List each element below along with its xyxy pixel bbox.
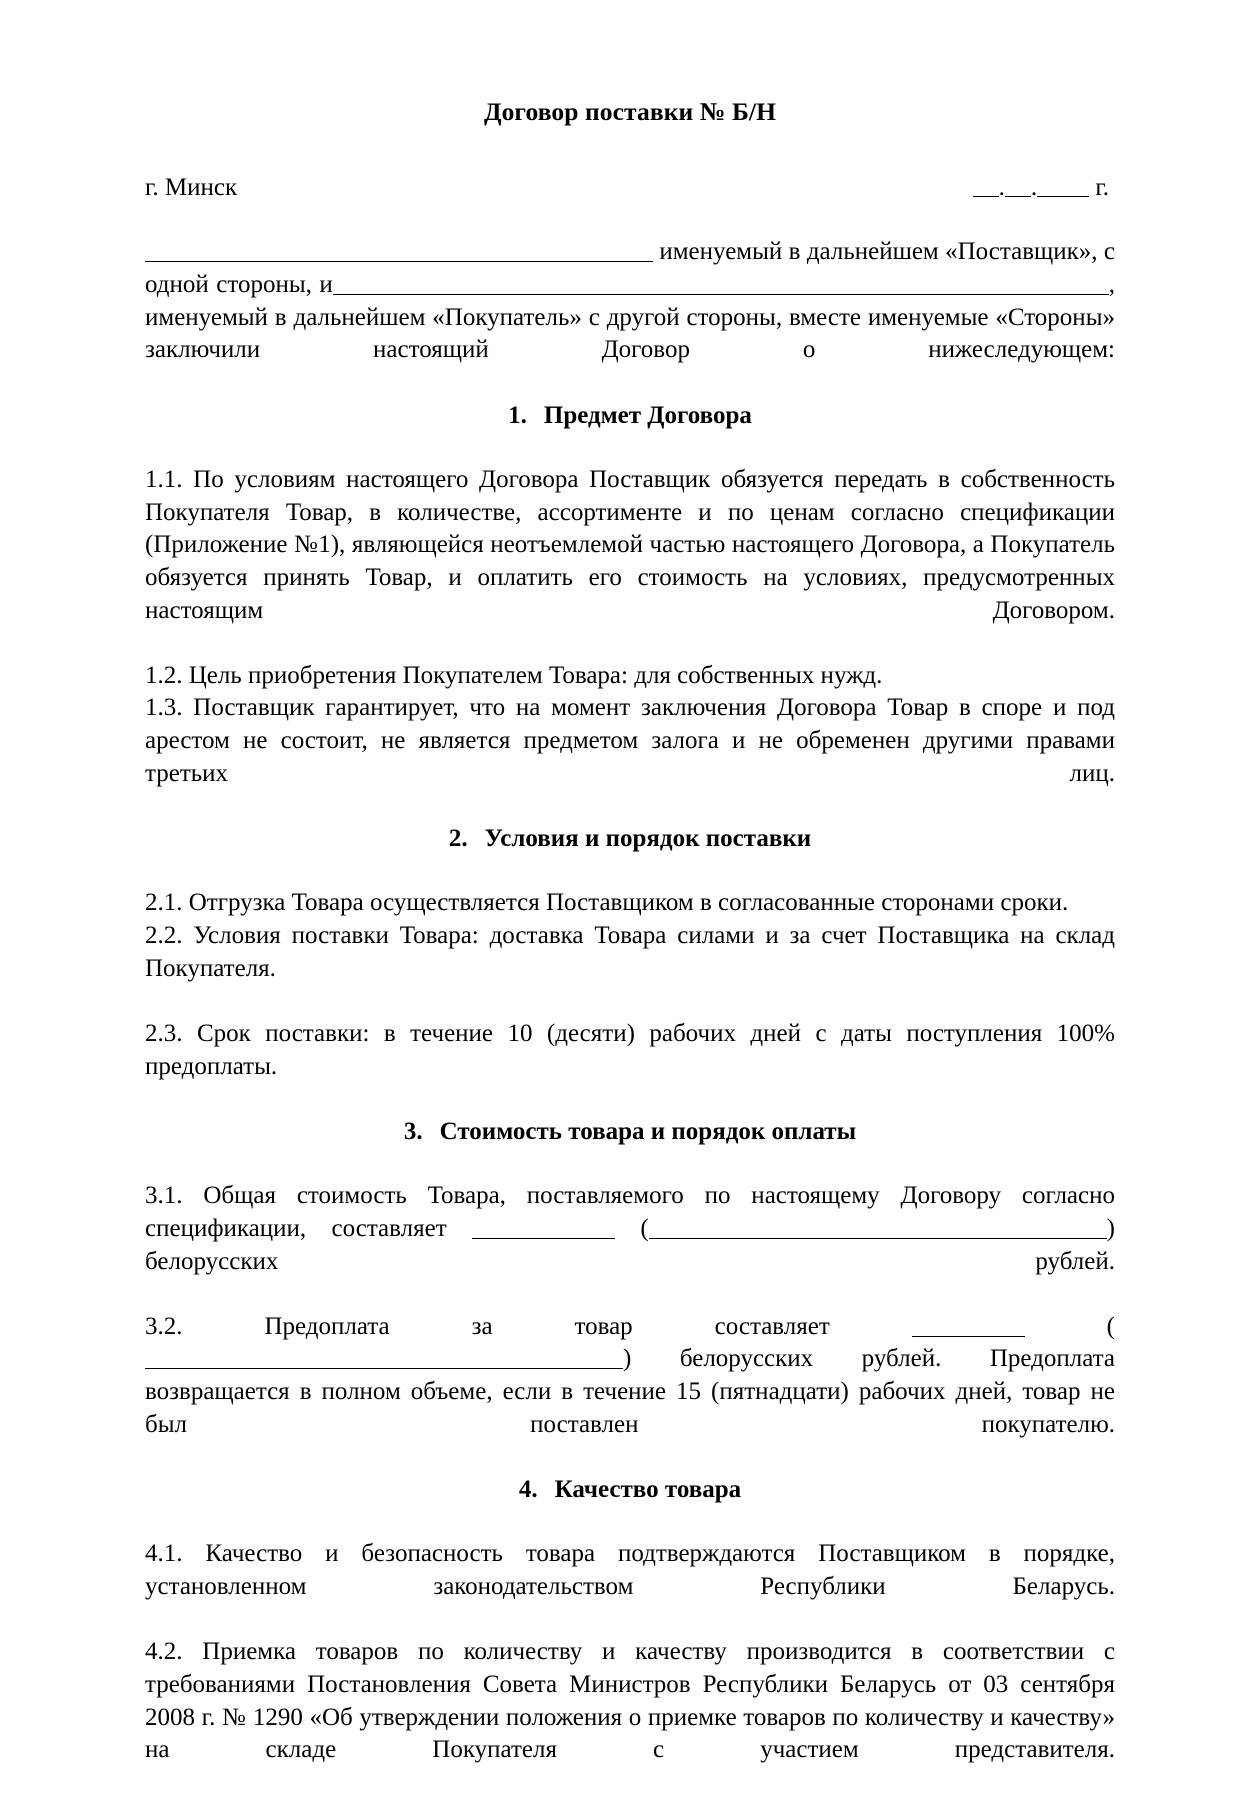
clause-3-1-paren-close: ): [1106, 1214, 1115, 1242]
supplier-name-blank[interactable]: [145, 238, 653, 262]
date-suffix: г.: [1095, 173, 1109, 201]
date-sep-2: .: [1030, 173, 1038, 201]
preamble-line2-suffix: , именуемый в: [145, 271, 1115, 331]
section-title-3: Стоимость товара и порядок оплаты: [439, 1117, 857, 1145]
section-number-1: 1.: [508, 401, 527, 429]
date-sep-1: .: [998, 173, 1005, 201]
clause-4-2: 4.2. Приемка товаров по количеству и качеству производится в соответствии с требованиями Постановления Совета Министров Республики Беларусь от 03 сентября 2008 г. № 1290 «Об утверждении положения о приемке товаров по количеству и качеству» на складе Покупателя с участием представителя.: [145, 1638, 1115, 1764]
section-body-4: [145, 1538, 1115, 1799]
document-meta-row: [145, 172, 1115, 205]
section-heading-2: [145, 823, 1115, 856]
section-heading-4: [145, 1474, 1115, 1507]
section-number-4: 4.: [518, 1475, 538, 1503]
section-body-1: [145, 464, 1115, 823]
clause-3-1-paren-open: (: [614, 1214, 649, 1242]
clause-3-2-text-b: белорусских рублей. Предоплата возвращается в полном объеме, если в течение 15 (пятнадцати) рабочих дней, товар не был поставлен покупателю.: [145, 1345, 1115, 1438]
clause-3-1-text-b: белорусских рублей.: [145, 1247, 1115, 1275]
clause-3-2: [145, 1311, 1115, 1474]
total-amount-digits-blank[interactable]: [472, 1215, 615, 1239]
preamble-line1-text: именуемый в дальнейшем «Поставщик», с: [653, 238, 1115, 266]
preamble-block: [145, 236, 1115, 399]
date-month-blank[interactable]: [1005, 196, 1031, 197]
section-title-1: Предмет Договора: [543, 401, 752, 429]
clause-3-2-paren-open: (: [1024, 1312, 1116, 1340]
clause-3-1-text-a: 3.1. Общая стоимость Товара, поставляемого по настоящему Договору согласно спецификации, составляет: [145, 1182, 1115, 1242]
buyer-name-blank[interactable]: [333, 271, 1109, 295]
section-title-4: Качество товара: [554, 1475, 742, 1503]
total-amount-words-blank[interactable]: [649, 1215, 1107, 1239]
section-body-3: [145, 1180, 1115, 1474]
date-day-blank[interactable]: [973, 196, 999, 197]
section-title-2: Условия и порядок поставки: [484, 824, 812, 852]
clause-2-2: 2.2. Условия поставки Товара: доставка Товара силами и за счет Поставщика на склад Покупателя.: [145, 922, 1115, 982]
clause-4-1: 4.1. Качество и безопасность товара подтверждаются Поставщиком в порядке, установленном законодательством Республики Беларусь.: [145, 1540, 1115, 1600]
prepayment-words-blank[interactable]: [145, 1345, 623, 1369]
page-title: Договор поставки № Б/Н: [483, 97, 777, 126]
preamble-line2-prefix: одной стороны, и: [145, 271, 333, 298]
section-heading-3: [145, 1116, 1115, 1149]
date-year-blank[interactable]: [1037, 196, 1089, 197]
clause-3-2-text-a: 3.2. Предоплата за товар составляет: [145, 1312, 912, 1340]
city-label: г. Минск: [145, 173, 238, 201]
section-number-2: 2.: [448, 824, 468, 852]
clause-1-2: 1.2. Цель приобретения Покупателем Товара: для собственных нужд.: [145, 661, 883, 689]
clause-3-2-paren-close: ): [623, 1345, 632, 1373]
clause-2-3: 2.3. Срок поставки: в течение 10 (десяти) рабочих дней с даты поступления 100% предоплаты.: [145, 1019, 1115, 1080]
section-number-3: 3.: [403, 1117, 423, 1145]
preamble-paragraph: [145, 236, 1115, 399]
preamble-line4: настоящий Договор о нижеследующем:: [373, 336, 1115, 364]
clause-2-1: 2.1. Отгрузка Товара осуществляется Поставщиком в согласованные сторонами сроки.: [145, 889, 1069, 917]
section-body-2: [145, 887, 1115, 1115]
clause-1-3: 1.3. Поставщик гарантирует, что на момент заключения Договора Товар в споре и под арестом не состоит, не является предметом залога и не обременен другими правами третьих лиц.: [145, 694, 1115, 787]
clause-3-1: [145, 1180, 1115, 1311]
clause-1-1: 1.1. По условиям настоящего Договора Поставщик обязуется передать в собственность Покупателя Товар, в количестве, ассортименте и по ценам согласно спецификации (Приложение №1), являющейся неотъемлемой частью настоящего Договора, а Покупатель обязуется принять Товар, и оплатить его стоимость на условиях, предусмотренных настоящим Договором.: [145, 466, 1115, 624]
preamble-line3: дальнейшем «Покупатель» с другой стороны, вместе именуемые «Стороны» заключили: [145, 303, 1115, 364]
date-placeholder: [973, 172, 1115, 205]
section-heading-1: [145, 400, 1115, 433]
prepayment-digits-blank[interactable]: [912, 1313, 1025, 1337]
